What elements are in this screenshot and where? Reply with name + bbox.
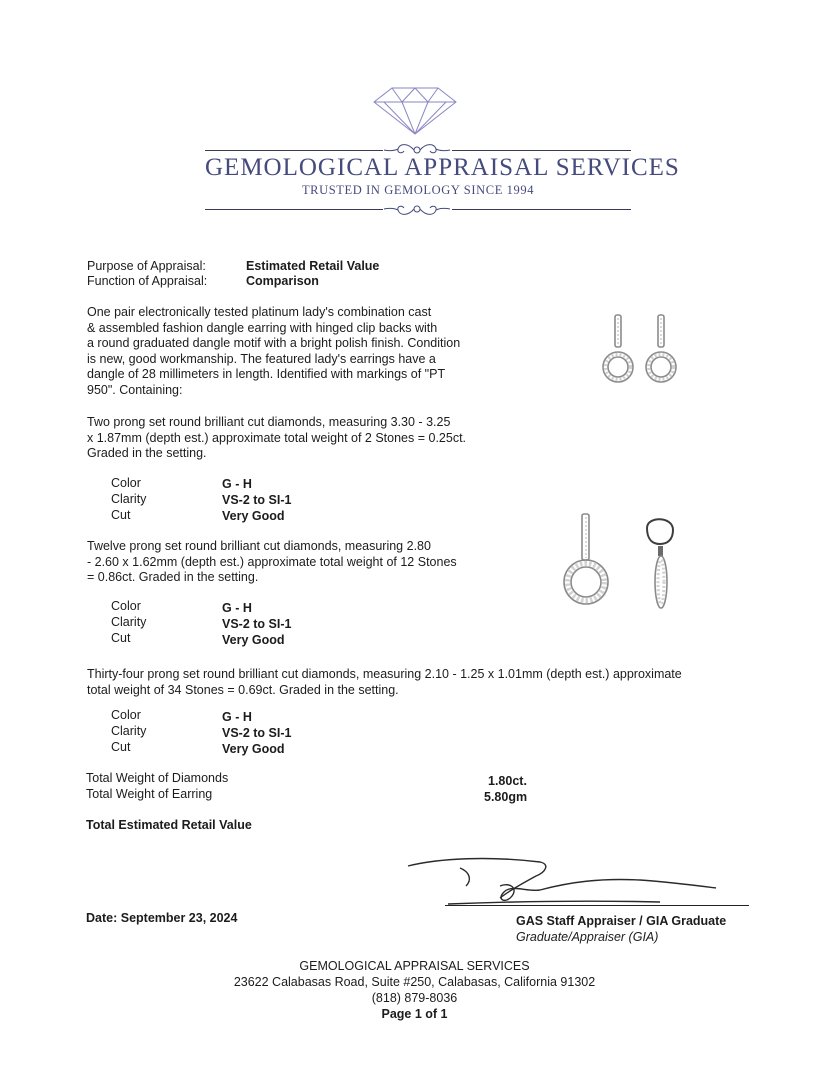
cut-label: Cut [111,631,131,645]
company-name: GEMOLOGICAL APPRAISAL SERVICES [205,154,680,181]
description-line: One pair electronically tested platinum lady's combination cast [87,305,432,319]
stone-description-line: = 0.86ct. Graded in the setting. [87,570,259,585]
appraisal-date: Date: September 23, 2024 [86,911,238,925]
function-value: Comparison [246,274,319,288]
clarity-label: Clarity [111,615,147,629]
cut-label: Cut [111,740,131,754]
description-line: is new, good workmanship. The featured lady's earrings have a [87,351,436,366]
clarity-value: VS-2 to SI-1 [222,726,292,740]
stone-description-line: Thirty-four prong set round brilliant cut diamonds, measuring 2.10 - 1.25 x 1.01mm (depth est.) approximate [87,667,682,681]
clarity-label: Clarity [111,492,147,506]
clarity-value: VS-2 to SI-1 [222,617,292,631]
appraiser-signature [400,852,720,910]
stone-group-3-description [87,667,682,698]
earring-pair-photo [590,305,690,405]
clarity-value: VS-2 to SI-1 [222,493,292,507]
total-earring-label: Total Weight of Earring [86,787,213,801]
total-earring-value: 5.80gm [484,790,528,804]
purpose-label: Purpose of Appraisal: [87,259,206,273]
color-label: Color [111,708,141,722]
color-value: G - H [222,710,252,724]
footer-phone: (818) 879-8036 [371,991,458,1005]
function-label: Function of Appraisal: [87,274,208,288]
stone-description-line: - 2.60 x 1.62mm (depth est.) approximate total weight of 12 Stones [87,554,457,569]
stone-description-line: Twelve prong set round brilliant cut diamonds, measuring 2.80 [87,539,431,553]
cut-value: Very Good [222,633,285,647]
page-number: Page 1 of 1 [381,1007,448,1021]
header-rule-top-right [452,150,631,151]
total-diamonds-label: Total Weight of Diamonds [86,771,229,785]
color-value: G - H [222,477,252,491]
header-rule-top-left [205,150,383,151]
stone-description-line: Two prong set round brilliant cut diamonds, measuring 3.30 - 3.25 [87,415,451,429]
description-line: a round graduated dangle motif with a bright polish finish. Condition [87,336,461,351]
cut-value: Very Good [222,509,285,523]
color-label: Color [111,599,141,613]
cut-label: Cut [111,508,131,522]
ornament-bottom-icon [382,200,452,218]
color-label: Color [111,476,141,490]
earring-side-photo [555,510,695,615]
diamond-logo-icon [370,84,460,136]
signature-line [445,905,749,906]
footer-address: 23622 Calabasas Road, Suite #250, Calabasas, California 91302 [233,975,596,989]
appraiser-subtitle: Graduate/Appraiser (GIA) [516,930,659,944]
description-line: dangle of 28 millimeters in length. Identified with markings of "PT [87,367,446,382]
stone-description-line: x 1.87mm (depth est.) approximate total weight of 2 Stones = 0.25ct. [87,430,467,445]
purpose-value: Estimated Retail Value [246,259,380,273]
cut-value: Very Good [222,742,285,756]
total-retail-label: Total Estimated Retail Value [86,818,252,832]
clarity-label: Clarity [111,724,147,738]
stone-description-line: Graded in the setting. [87,446,207,461]
description-line: & assembled fashion dangle earring with hinged clip backs with [87,320,438,335]
stone-group-2-description [87,539,457,586]
header-rule-bottom-left [205,209,383,210]
stone-description-line: total weight of 34 Stones = 0.69ct. Graded in the setting. [87,682,399,697]
appraiser-title: GAS Staff Appraiser / GIA Graduate [516,914,727,928]
stone-group-1-description [87,415,466,462]
description-line: 950". Containing: [87,382,183,397]
total-diamonds-value: 1.80ct. [488,774,527,788]
header-rule-bottom-right [452,209,631,210]
color-value: G - H [222,601,252,615]
company-tagline: TRUSTED IN GEMOLOGY SINCE 1994 [301,183,535,197]
item-description [87,305,460,399]
footer-company: GEMOLOGICAL APPRAISAL SERVICES [299,959,530,973]
